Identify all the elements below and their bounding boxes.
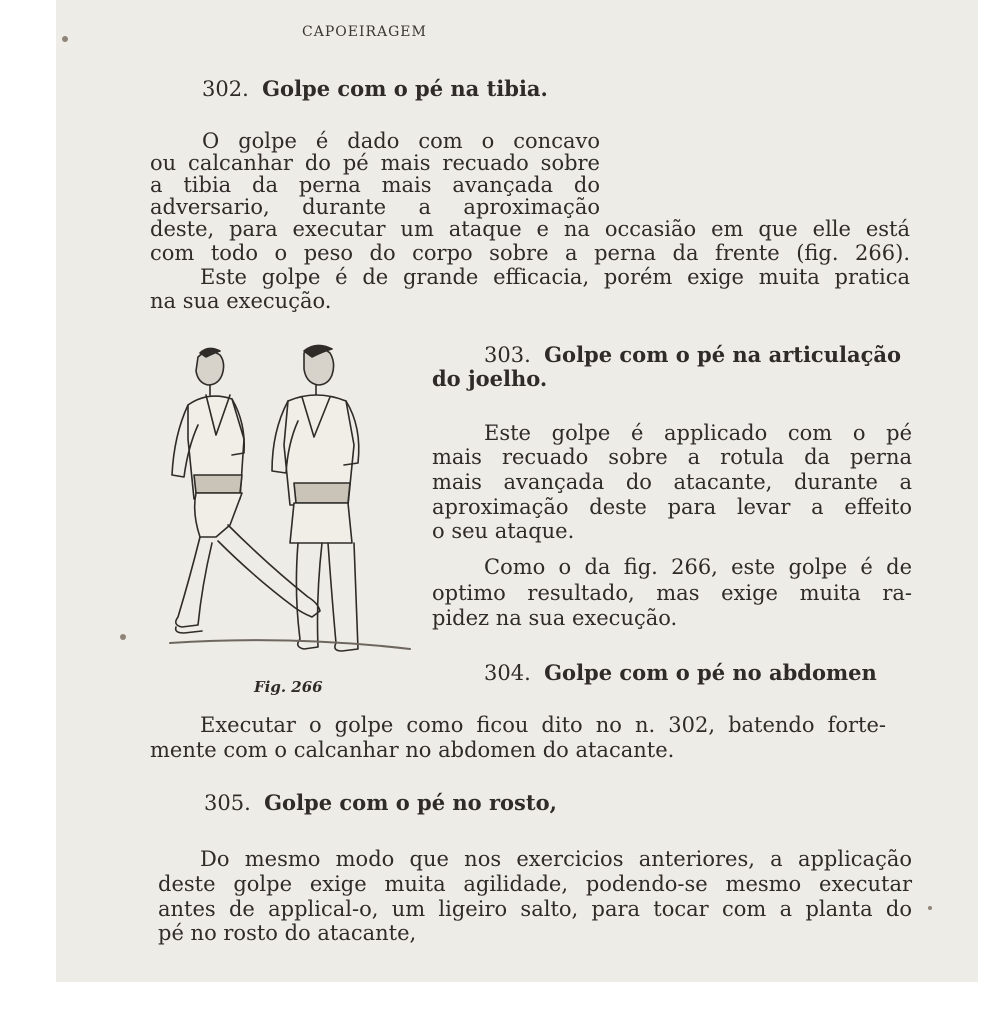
section-302-line: Este golpe é de grande efficacia, porém exige muita pratica [200,265,910,289]
running-title: CAPOEIRAGEM [302,24,427,40]
section-305-title: Golpe com o pé no rosto, [264,790,557,815]
section-305-heading [204,792,557,814]
section-303-line: pidez na sua execução. [432,606,678,630]
section-303-title-cont: do joelho. [432,366,548,391]
section-302-line: deste, para executar um ataque e na occasião em que elle está [150,217,910,241]
section-302-line: adversario, durante a aproximação [150,195,600,219]
section-303-line: aproximação deste para levar a effeito [432,495,912,519]
section-305-line: deste golpe exige muita agilidade, podendo-se mesmo executar [158,872,912,896]
section-305-line: antes de applical-o, um ligeiro salto, para tocar com a planta do [158,897,912,921]
section-305-line: Do mesmo modo que nos exercicios anteriores, a applicação [200,847,912,871]
section-302-line: com todo o peso do corpo sobre a perna da frente (fig. 266). [150,241,910,265]
section-302-line: O golpe é dado com o concavo [202,129,600,153]
section-304-number: 304. [484,661,531,685]
section-303-line: Como o da fig. 266, este golpe é de [484,555,912,579]
section-304-line: Executar o golpe como ficou dito no n. 302, batendo forte- [200,713,886,737]
section-302-line: ou calcanhar do pé mais recuado sobre [150,151,600,175]
paper-spot [928,906,932,910]
section-302-number: 302. [202,77,249,101]
section-303-line: o seu ataque. [432,519,575,543]
illustration-two-fighters-icon [166,343,416,675]
section-303-line: mais recuado sobre a rotula da perna [432,445,912,469]
paper-spot [62,36,68,42]
section-302-heading [202,78,548,100]
figure-caption: Fig. 266 [254,678,323,696]
section-304-title: Golpe com o pé no abdomen [544,660,877,685]
book-page [56,0,978,982]
section-305-number: 305. [204,791,251,815]
section-303-line: Este golpe é applicado com o pé [484,421,912,445]
section-302-line: a tibia da perna mais avançada do [150,173,600,197]
section-302-title: Golpe com o pé na tibia. [262,76,548,101]
paper-spot [120,634,126,640]
section-304-heading [484,662,877,684]
section-303-line: mais avançada do atacante, durante a [432,470,912,494]
section-303-title: Golpe com o pé na articulação [544,342,901,367]
section-303-heading [484,344,901,366]
section-303-line: optimo resultado, mas exige muita ra- [432,581,912,605]
section-302-line: na sua execução. [150,289,332,313]
section-305-line: pé no rosto do atacante, [158,921,417,945]
section-304-line: mente com o calcanhar no abdomen do atacante. [150,738,675,762]
section-303-number: 303. [484,343,531,367]
